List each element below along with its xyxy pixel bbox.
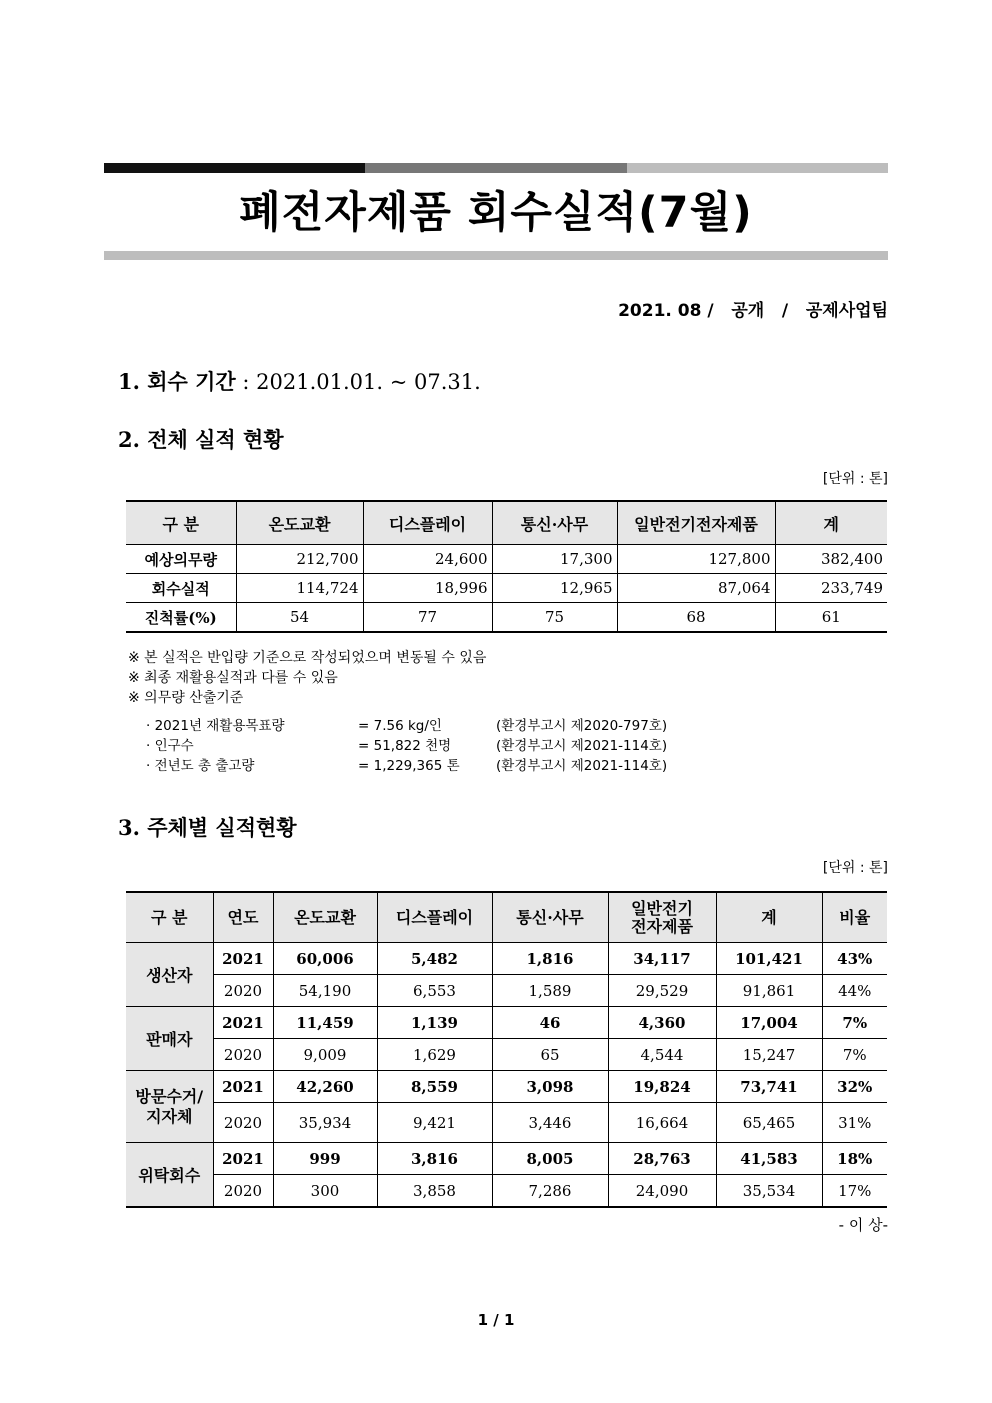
column-header: 디스플레이 xyxy=(363,501,492,545)
table-cell: 1,816 xyxy=(492,943,608,975)
table-cell: 54 xyxy=(236,603,363,633)
table-cell: 46 xyxy=(492,1007,608,1039)
calc-item: · 전년도 총 출고량 xyxy=(146,758,255,774)
group-label: 방문수거/ 지자체 xyxy=(126,1071,213,1143)
unit-label-1: [단위 : 톤] xyxy=(822,471,888,487)
table-cell: 8,005 xyxy=(492,1143,608,1175)
table-cell: 87,064 xyxy=(617,574,775,603)
document-title: 폐전자제품 회수실적(7월) xyxy=(239,188,753,238)
year-cell: 2021 xyxy=(213,1143,273,1175)
table-cell: 42,260 xyxy=(273,1071,377,1103)
note-item: ※ 최종 재활용실적과 다를 수 있음 xyxy=(128,670,338,686)
column-header: 계 xyxy=(716,892,822,943)
table-cell: 17% xyxy=(822,1175,887,1208)
table-cell: 32% xyxy=(822,1071,887,1103)
row-label: 회수실적 xyxy=(126,574,236,603)
calc-item: · 인구수 xyxy=(146,738,194,754)
table-cell: 18,996 xyxy=(363,574,492,603)
table-cell: 4,360 xyxy=(608,1007,716,1039)
table-cell: 24,090 xyxy=(608,1175,716,1208)
table-cell: 127,800 xyxy=(617,545,775,574)
table-cell: 73,741 xyxy=(716,1071,822,1103)
year-cell: 2020 xyxy=(213,975,273,1007)
table-row xyxy=(126,975,887,1007)
table-header-row xyxy=(126,501,887,545)
table-cell: 65 xyxy=(492,1039,608,1071)
table-cell: 24,600 xyxy=(363,545,492,574)
table-cell: 17,004 xyxy=(716,1007,822,1039)
table-cell: 300 xyxy=(273,1175,377,1208)
table-cell: 34,117 xyxy=(608,943,716,975)
column-header: 통신·사무 xyxy=(492,892,608,943)
table-cell: 43% xyxy=(822,943,887,975)
group-label: 판매자 xyxy=(126,1007,213,1071)
section-2-heading xyxy=(118,424,284,454)
year-cell: 2021 xyxy=(213,1007,273,1039)
table-row xyxy=(126,545,887,574)
table-cell: 28,763 xyxy=(608,1143,716,1175)
column-header: 일반전기전자제품 xyxy=(617,501,775,545)
table-cell: 4,544 xyxy=(608,1039,716,1071)
note-item: ※ 본 실적은 반입량 기준으로 작성되었으며 변동될 수 있음 xyxy=(128,650,487,666)
entity-performance-table xyxy=(126,891,887,1208)
section-3-heading xyxy=(118,812,297,842)
table-cell: 41,583 xyxy=(716,1143,822,1175)
row-label: 예상의무량 xyxy=(126,545,236,574)
table-cell: 5,482 xyxy=(377,943,492,975)
note-item: ※ 의무량 산출기준 xyxy=(128,690,244,706)
table-cell: 3,858 xyxy=(377,1175,492,1208)
table-cell: 9,421 xyxy=(377,1103,492,1143)
calc-row xyxy=(146,756,667,776)
column-header: 디스플레이 xyxy=(377,892,492,943)
calc-source: (환경부고시 제2021-114호) xyxy=(496,738,668,754)
year-cell: 2020 xyxy=(213,1175,273,1208)
table-row xyxy=(126,1071,887,1103)
page-number: 1 / 1 xyxy=(477,1311,515,1329)
table-cell: 12,965 xyxy=(492,574,617,603)
table-cell: 54,190 xyxy=(273,975,377,1007)
column-header: 구 분 xyxy=(126,892,213,943)
calc-source: (환경부고시 제2021-114호) xyxy=(496,758,668,774)
year-cell: 2021 xyxy=(213,1071,273,1103)
table-cell: 35,534 xyxy=(716,1175,822,1208)
year-cell: 2020 xyxy=(213,1103,273,1143)
table-row xyxy=(126,1103,887,1143)
column-header: 연도 xyxy=(213,892,273,943)
calc-row xyxy=(146,736,667,756)
table-cell: 60,006 xyxy=(273,943,377,975)
section-2-label: 2. 전체 실적 현황 xyxy=(118,427,284,452)
table-cell: 75 xyxy=(492,603,617,633)
table-row xyxy=(126,574,887,603)
table-cell: 68 xyxy=(617,603,775,633)
table-cell: 15,247 xyxy=(716,1039,822,1071)
table-row xyxy=(126,1039,887,1071)
table-cell: 17,300 xyxy=(492,545,617,574)
table-cell: 3,446 xyxy=(492,1103,608,1143)
table-cell: 999 xyxy=(273,1143,377,1175)
table-cell: 77 xyxy=(363,603,492,633)
column-header: 통신·사무 xyxy=(492,501,617,545)
end-mark: - 이 상- xyxy=(838,1216,888,1234)
table-cell: 9,009 xyxy=(273,1039,377,1071)
column-header: 온도교환 xyxy=(273,892,377,943)
column-header: 온도교환 xyxy=(236,501,363,545)
section-3-label: 3. 주체별 실적현황 xyxy=(118,815,297,840)
calc-source: (환경부고시 제2020-797호) xyxy=(496,718,668,734)
table-cell: 1,589 xyxy=(492,975,608,1007)
column-header: 계 xyxy=(775,501,887,545)
calc-value: = 51,822 천명 xyxy=(358,738,452,754)
table-cell: 65,465 xyxy=(716,1103,822,1143)
title-top-bar xyxy=(104,163,888,173)
table-cell: 3,098 xyxy=(492,1071,608,1103)
table-cell: 6,553 xyxy=(377,975,492,1007)
year-cell: 2020 xyxy=(213,1039,273,1071)
table-cell: 19,824 xyxy=(608,1071,716,1103)
table-cell: 7% xyxy=(822,1039,887,1071)
obligation-calc-list xyxy=(146,716,667,776)
column-header: 구 분 xyxy=(126,501,236,545)
table-cell: 1,139 xyxy=(377,1007,492,1039)
table-cell: 18% xyxy=(822,1143,887,1175)
table-cell: 44% xyxy=(822,975,887,1007)
table-cell: 91,861 xyxy=(716,975,822,1007)
table-row xyxy=(126,1175,887,1208)
unit-label-2: [단위 : 톤] xyxy=(822,860,888,876)
table-cell: 7% xyxy=(822,1007,887,1039)
table-header-row xyxy=(126,892,887,943)
table-cell: 29,529 xyxy=(608,975,716,1007)
table-cell: 1,629 xyxy=(377,1039,492,1071)
table-cell: 212,700 xyxy=(236,545,363,574)
table-cell: 3,816 xyxy=(377,1143,492,1175)
table-cell: 7,286 xyxy=(492,1175,608,1208)
year-cell: 2021 xyxy=(213,943,273,975)
table-cell: 114,724 xyxy=(236,574,363,603)
table-row xyxy=(126,943,887,975)
table-cell: 101,421 xyxy=(716,943,822,975)
table-cell: 16,664 xyxy=(608,1103,716,1143)
table-cell: 61 xyxy=(775,603,887,633)
table-row xyxy=(126,603,887,633)
table-row xyxy=(126,1007,887,1039)
group-label: 생산자 xyxy=(126,943,213,1007)
table-cell: 35,934 xyxy=(273,1103,377,1143)
table-cell: 31% xyxy=(822,1103,887,1143)
document-meta: 2021. 08 / 공개 / 공제사업팀 xyxy=(618,301,888,321)
calc-row xyxy=(146,716,667,736)
table-cell: 11,459 xyxy=(273,1007,377,1039)
notes-list xyxy=(128,648,486,708)
column-header: 비율 xyxy=(822,892,887,943)
section-1-value: : 2021.01.01. ~ 07.31. xyxy=(235,370,481,394)
title-bottom-bar xyxy=(104,251,888,260)
column-header: 일반전기 전자제품 xyxy=(608,892,716,943)
table-row xyxy=(126,1143,887,1175)
table-cell: 382,400 xyxy=(775,545,887,574)
calc-item: · 2021년 재활용목표량 xyxy=(146,718,285,734)
table-cell: 8,559 xyxy=(377,1071,492,1103)
group-label: 위탁회수 xyxy=(126,1143,213,1208)
section-1-heading xyxy=(118,366,481,396)
row-label: 진척률(%) xyxy=(126,603,236,633)
calc-value: = 1,229,365 톤 xyxy=(358,758,460,774)
section-1-label: 1. 회수 기간 xyxy=(118,369,236,394)
overall-performance-table xyxy=(126,500,887,633)
calc-value: = 7.56 kg/인 xyxy=(358,718,442,734)
table-cell: 233,749 xyxy=(775,574,887,603)
